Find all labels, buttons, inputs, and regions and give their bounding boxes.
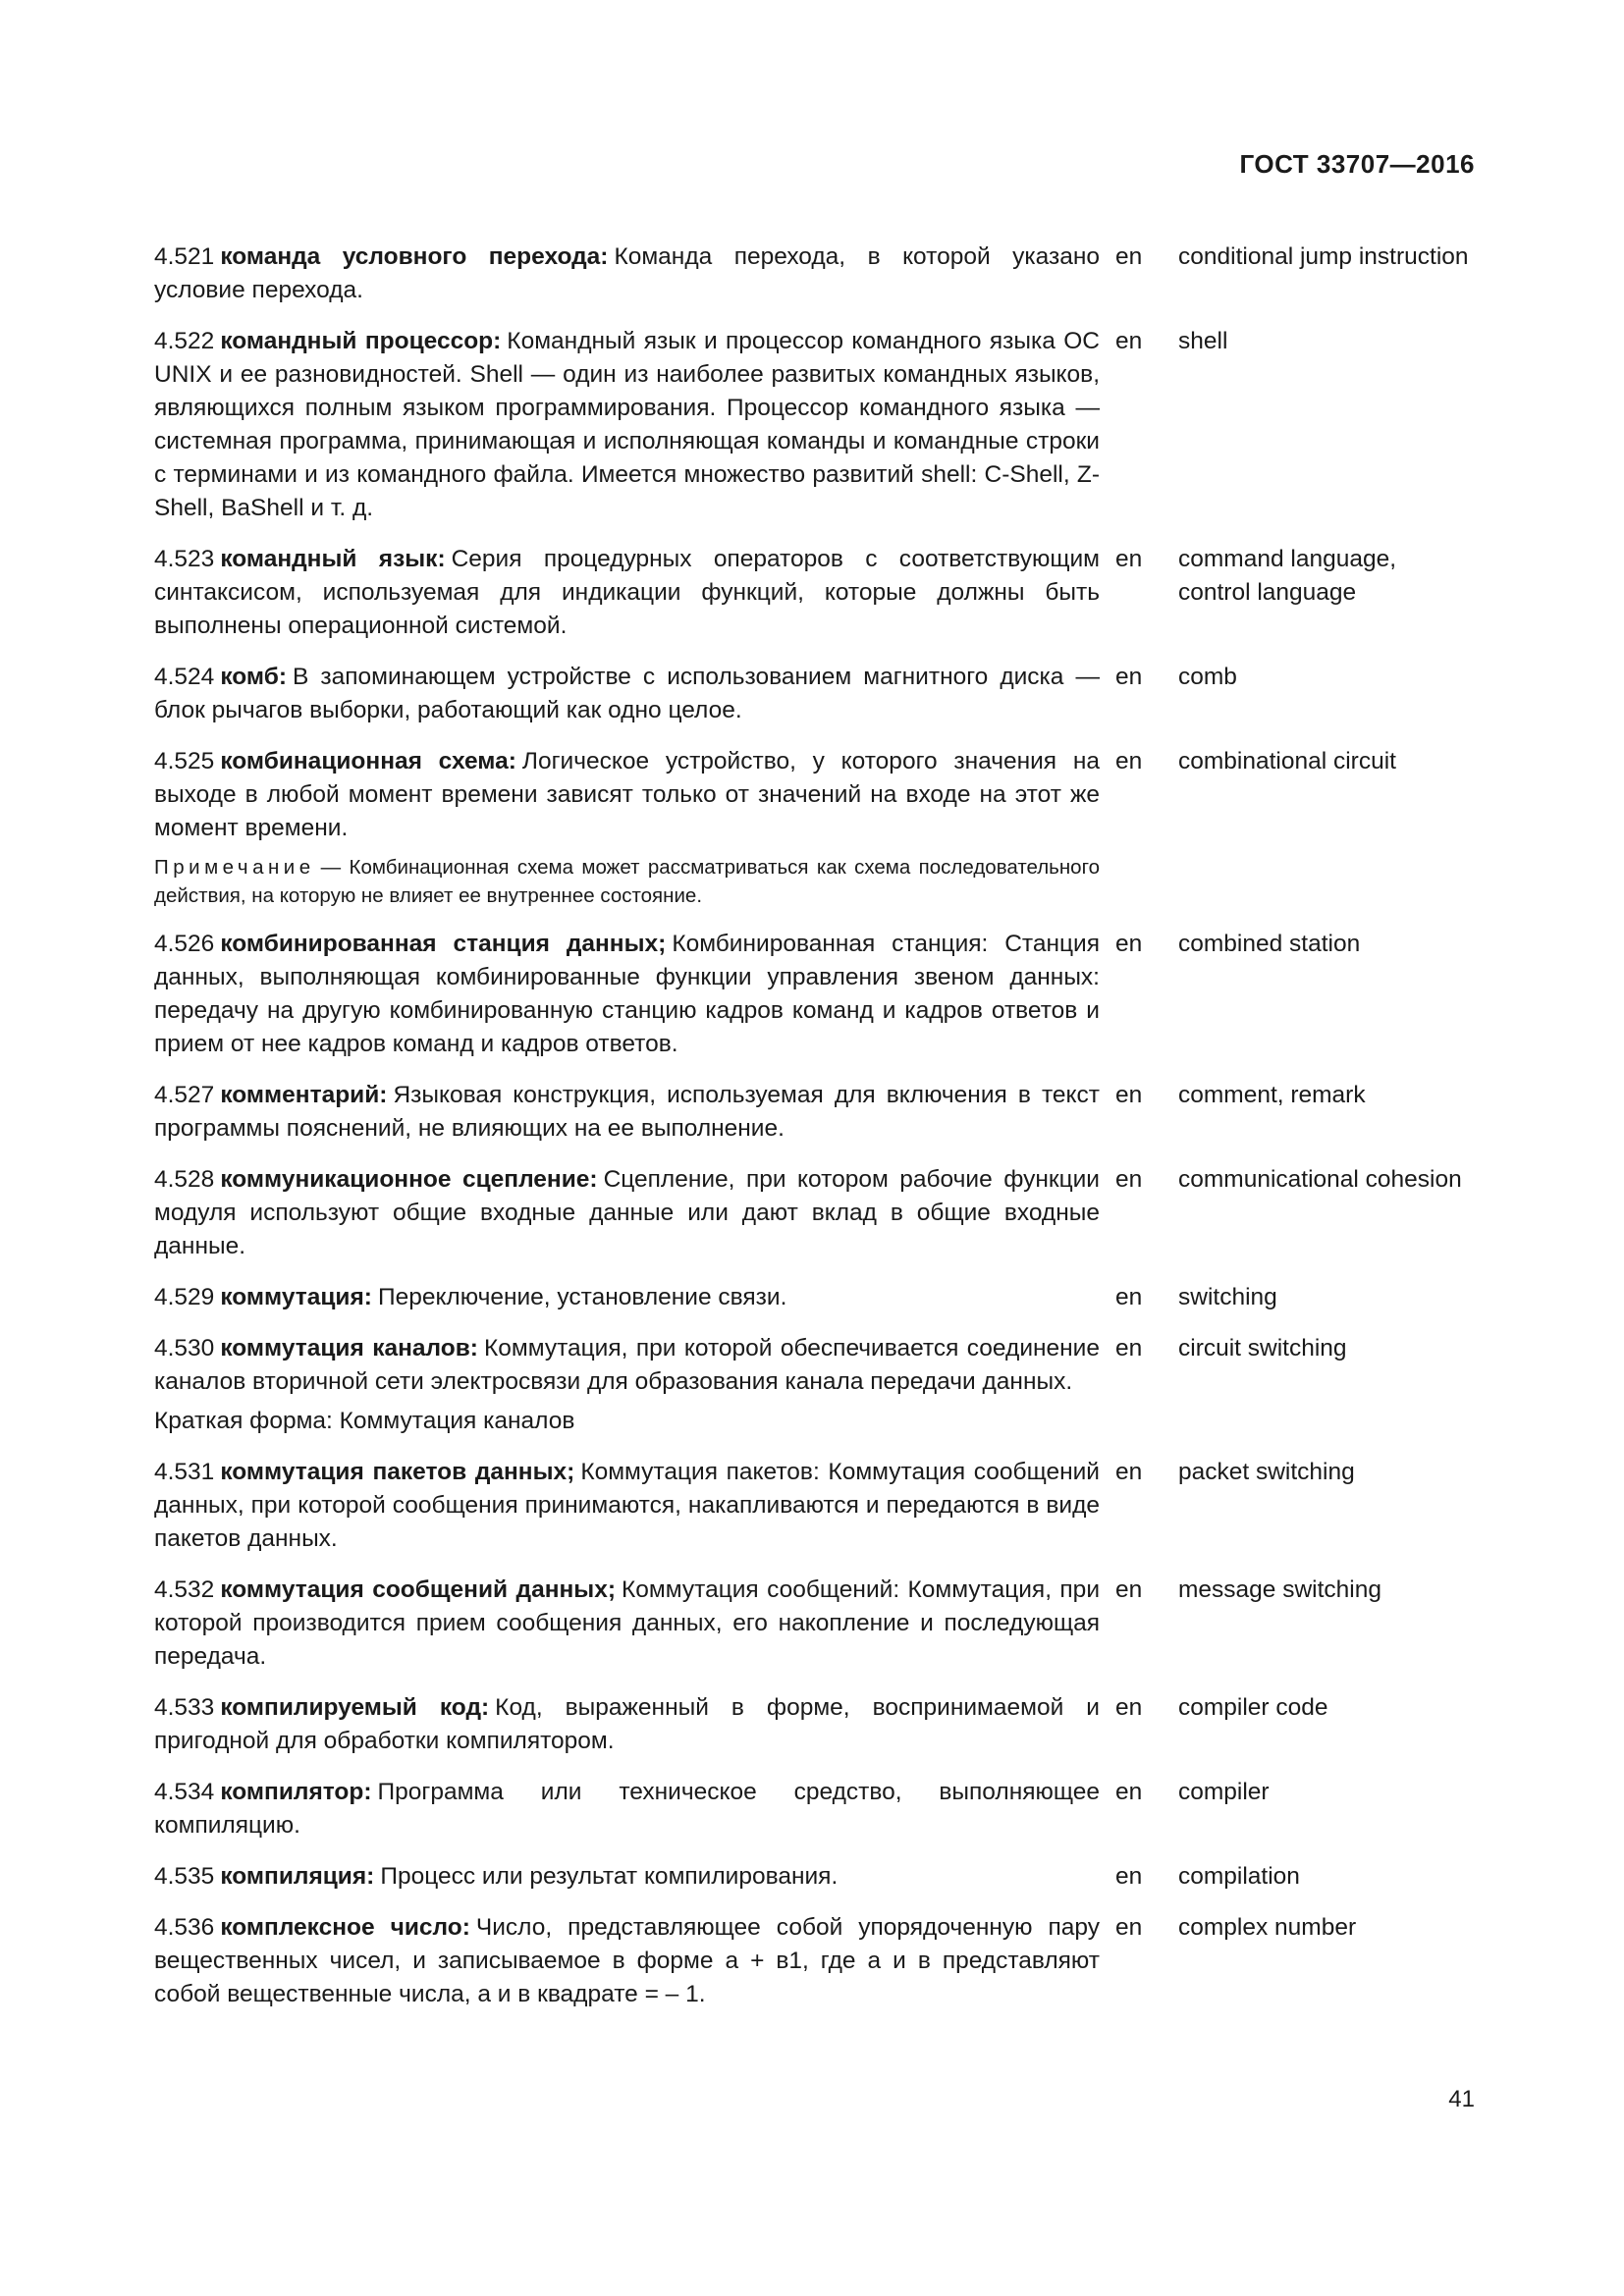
entry-lang-code: en — [1115, 1082, 1143, 1108]
entry-term: коммутация пакетов данных; — [220, 1459, 575, 1485]
entry-definition: Команда перехода, в которой указано условие перехода. — [154, 243, 1100, 303]
entry-lang-code: en — [1115, 748, 1143, 774]
entry-ru-text — [154, 543, 1100, 643]
entry-definition: Число, представляющее собой упорядоченную пару вещественных чисел, и записываемое в форме а + в1, где а и в представляют собой вещественные числа, а и в квадрате = – 1. — [154, 1914, 1100, 2007]
entry-en-term: compilation — [1178, 1863, 1300, 1890]
entry-lang-code: en — [1115, 1335, 1143, 1362]
entry-definition: Переключение, установление связи. — [377, 1284, 787, 1310]
note-label: Примечание — [154, 856, 315, 879]
entry-number: 4.532 — [154, 1576, 215, 1603]
entry-term: коммутация: — [220, 1284, 372, 1310]
entry-number: 4.526 — [154, 931, 215, 957]
entry-lang-code: en — [1115, 243, 1143, 270]
entry-definition: Коммутация сообщений: Коммутация, при которой производится прием сообщения данных, его накопление и последующая передача. — [154, 1576, 1100, 1670]
entry-en-term: combinational circuit — [1178, 748, 1396, 774]
entry-en-term: packet switching — [1178, 1459, 1355, 1485]
entry-ru-text — [154, 1163, 1100, 1263]
entry-lang-code: en — [1115, 1284, 1143, 1310]
glossary-entry — [154, 661, 1489, 727]
entry-number: 4.536 — [154, 1914, 215, 1941]
entry-term: компилируемый код: — [220, 1694, 490, 1721]
entry-number: 4.522 — [154, 328, 215, 354]
entry-en-term: complex number — [1178, 1914, 1357, 1941]
entry-lang-code: en — [1115, 328, 1143, 354]
entry-ru-text — [154, 1776, 1100, 1842]
entry-number: 4.521 — [154, 243, 215, 270]
entry-ru-text — [154, 928, 1100, 1061]
entry-number: 4.524 — [154, 664, 215, 690]
entry-term: командный язык: — [220, 546, 446, 572]
entry-number: 4.535 — [154, 1863, 215, 1890]
entry-number: 4.529 — [154, 1284, 215, 1310]
glossary-entry — [154, 240, 1489, 307]
entry-term: комментарий: — [220, 1082, 388, 1108]
entry-definition: Сцепление, при котором рабочие функции модуля используют общие входные данные или дают вклад в общие входные данные. — [154, 1166, 1100, 1259]
entry-lang-code: en — [1115, 931, 1143, 957]
entry-lang-code: en — [1115, 1914, 1143, 1941]
entry-en-term: shell — [1178, 328, 1228, 354]
entry-lang-code: en — [1115, 1863, 1143, 1890]
entry-ru-text — [154, 1281, 1100, 1314]
entry-number: 4.531 — [154, 1459, 215, 1485]
entry-term: коммутация сообщений данных; — [220, 1576, 617, 1603]
glossary-entry — [154, 1574, 1489, 1674]
entry-ru-text — [154, 1574, 1100, 1674]
entry-definition: Код, выраженный в форме, воспринимаемой и пригодной для обработки компилятором. — [154, 1694, 1100, 1754]
entry-term: компилятор: — [220, 1779, 372, 1805]
entry-definition: Коммутация, при которой обеспечивается соединение каналов вторичной сети электросвязи для образования канала передачи данных. — [154, 1335, 1100, 1395]
entry-number: 4.534 — [154, 1779, 215, 1805]
entry-definition: Коммутация пакетов: Коммутация сообщений данных, при которой сообщения принимаются, накапливаются и передаются в виде пакетов данных. — [154, 1459, 1100, 1552]
glossary-entry — [154, 1079, 1489, 1146]
entry-lang-code: en — [1115, 1459, 1143, 1485]
entry-ru-block — [154, 745, 1100, 910]
glossary-entry — [154, 1456, 1489, 1556]
entry-number: 4.525 — [154, 748, 215, 774]
entry-en-term: compiler — [1178, 1779, 1270, 1805]
entry-en-term: conditional jump instruction — [1178, 243, 1469, 270]
entry-term: комбинационная схема: — [220, 748, 516, 774]
entry-term: компиляция: — [220, 1863, 375, 1890]
entry-lang-code: en — [1115, 1694, 1143, 1721]
entry-term: коммуникационное сцепление: — [220, 1166, 598, 1193]
entry-lang-code: en — [1115, 664, 1143, 690]
entry-definition: Языковая конструкция, используемая для включения в текст программы пояснений, не влияющих на ее выполнение. — [154, 1082, 1100, 1142]
entry-term: комб: — [220, 664, 287, 690]
entry-number: 4.533 — [154, 1694, 215, 1721]
entry-number: 4.530 — [154, 1335, 215, 1362]
entry-en-term: command language, control language — [1178, 546, 1397, 606]
entry-definition: Программа или техническое средство, выполняющее компиляцию. — [154, 1779, 1100, 1839]
entry-number: 4.528 — [154, 1166, 215, 1193]
entry-term: коммутация каналов: — [220, 1335, 478, 1362]
glossary-entry — [154, 1911, 1489, 2011]
glossary-entry — [154, 1860, 1489, 1894]
entry-definition: Серия процедурных операторов с соответствующим синтаксисом, используемая для индикации функций, которые должны быть выполнены операционной системой. — [154, 546, 1101, 639]
glossary-content — [154, 240, 1489, 2029]
entry-ru-text — [154, 1079, 1100, 1146]
entry-definition: Процесс или результат компилирования. — [380, 1863, 839, 1890]
entry-term: комплексное число: — [220, 1914, 470, 1941]
entry-term: команда условного перехода: — [220, 243, 609, 270]
glossary-entry — [154, 1776, 1489, 1842]
glossary-entry — [154, 1691, 1489, 1758]
glossary-entry — [154, 928, 1489, 1061]
entry-ru-text — [154, 1332, 1100, 1399]
entry-number: 4.527 — [154, 1082, 215, 1108]
entry-number: 4.523 — [154, 546, 215, 572]
glossary-entry — [154, 1332, 1489, 1438]
entry-ru-text — [154, 240, 1100, 307]
entry-lang-code: en — [1115, 1576, 1143, 1603]
entry-en-term: switching — [1178, 1284, 1277, 1310]
entry-lang-code: en — [1115, 1779, 1143, 1805]
entry-en-term: comb — [1178, 664, 1237, 690]
entry-ru-text — [154, 325, 1100, 525]
entry-term: комбинированная станция данных; — [220, 931, 667, 957]
page-header-standard: ГОСТ 33707—2016 — [1239, 149, 1475, 179]
entry-ru-text — [154, 1691, 1100, 1758]
entry-definition: Комбинированная станция: Станция данных, выполняющая комбинированные функции управления звеном данных: передачу на другую комбинированную станцию кадров команд и кадров ответов и прием от нее кадров команд и кадров ответов. — [154, 931, 1100, 1057]
entry-note — [154, 853, 1100, 910]
glossary-entry — [154, 325, 1489, 525]
entry-definition: Логическое устройство, у которого значения на выходе в любой момент времени зависят только от значений на входе на этот же момент времени. — [154, 748, 1100, 841]
entry-ru-text — [154, 661, 1100, 727]
entry-term: командный процессор: — [220, 328, 502, 354]
glossary-entry — [154, 543, 1489, 643]
entry-en-term: message switching — [1178, 1576, 1381, 1603]
entry-short-form: Краткая форма: Коммутация каналов — [154, 1408, 575, 1434]
entry-ru-text — [154, 1860, 1100, 1894]
entry-ru-text — [154, 1456, 1100, 1556]
entry-en-term: circuit switching — [1178, 1335, 1347, 1362]
page-number: 41 — [1448, 2086, 1475, 2112]
entry-en-term: compiler code — [1178, 1694, 1328, 1721]
glossary-entry — [154, 1163, 1489, 1263]
entry-en-term: combined station — [1178, 931, 1361, 957]
entry-en-term: communicational cohesion — [1178, 1166, 1462, 1193]
entry-lang-code: en — [1115, 546, 1143, 572]
entry-lang-code: en — [1115, 1166, 1143, 1193]
entry-ru-text — [154, 745, 1100, 845]
entry-en-term: comment, remark — [1178, 1082, 1366, 1108]
glossary-entry — [154, 745, 1489, 910]
entry-definition: В запоминающем устройстве с использованием магнитного диска — блок рычагов выборки, работающий как одно целое. — [154, 664, 1100, 723]
note-text: — Комбинационная схема может рассматриваться как схема последовательного действия, на которую не влияет ее внутреннее состояние. — [154, 856, 1100, 907]
glossary-entry — [154, 1281, 1489, 1314]
entry-ru-text — [154, 1911, 1100, 2011]
entry-ru-block — [154, 1332, 1100, 1438]
entry-definition: Командный язык и процессор командного языка ОС UNIX и ее разновидностей. Shell — один из наиболее развитых командных языков, являющихся полным языком программирования. Процессор командного языка — системная программа, принимающая и исполняющая команды и командные строки с терминами и из командного файла. Имеется множество развитий shell: C-Shell, Z-Shell, BaShell и т. д. — [154, 328, 1100, 521]
